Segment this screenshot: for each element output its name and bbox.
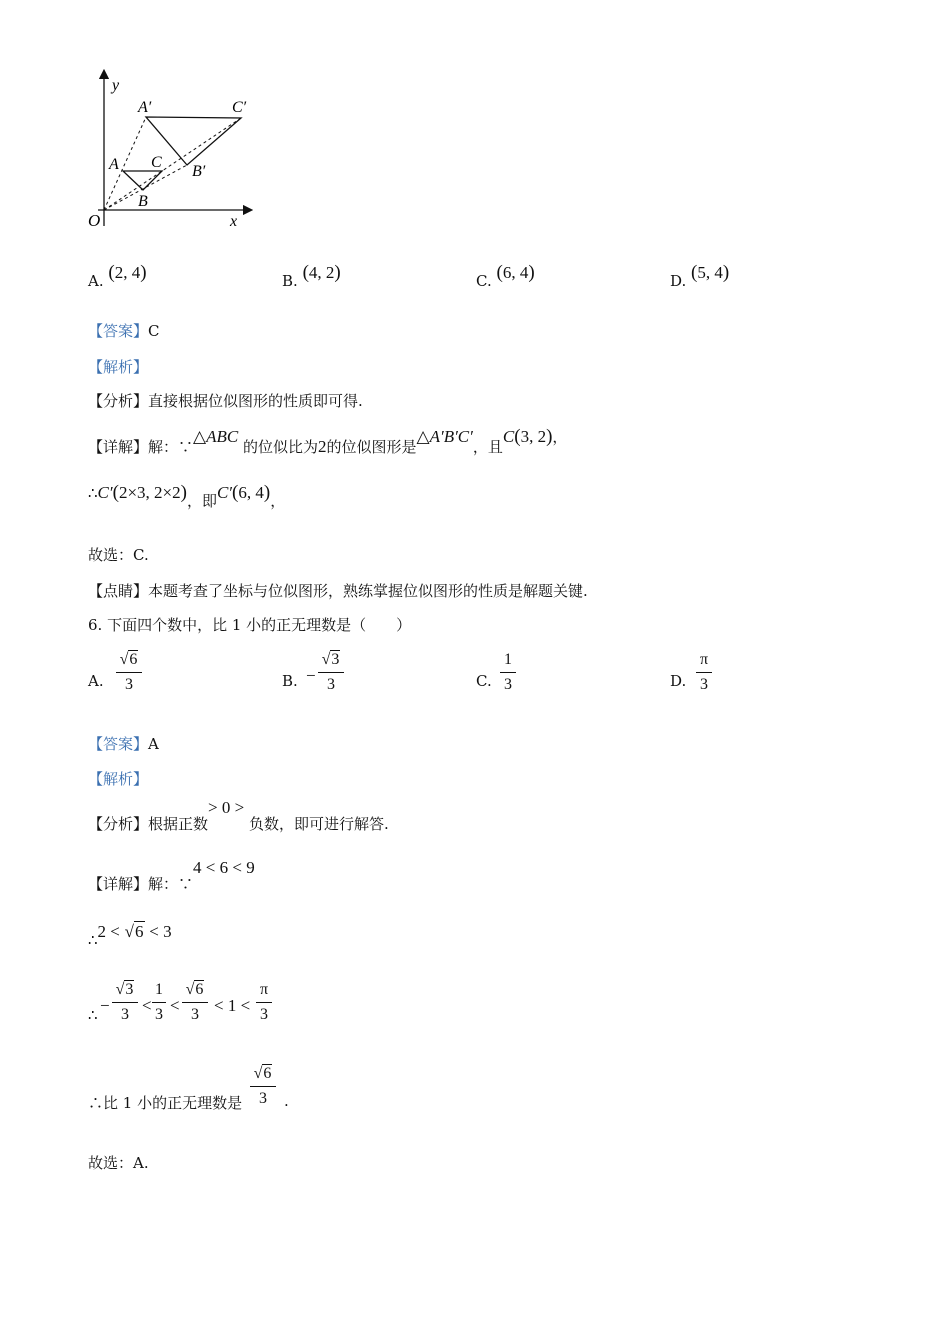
q5-comment: 【点睛】本题考查了坐标与位似图形，熟练掌握位似图形的性质是解题关键. — [88, 582, 588, 600]
answer-tag: 【答案】 — [88, 322, 149, 340]
q6-option-c[interactable]: C. 1 3 — [476, 650, 576, 700]
label-x: x — [230, 213, 238, 230]
q6-line3: ∴ − √3 3 < 1 3 < √6 3 < 1 < π 3 — [88, 980, 288, 1030]
q5-fenxi: 【分析】直接根据位似图形的性质即可得. — [88, 392, 363, 410]
q5-analysis-tag: 【解析】 — [88, 358, 149, 376]
label-B: B — [138, 193, 148, 210]
q6-option-b[interactable]: B. − √3 3 — [282, 650, 382, 700]
q6-line4: ∴比 1 小的正无理数是 √6 3 . — [88, 1065, 289, 1112]
q6-stem: 6. 下面四个数中，比 1 小的正无理数是（ ） — [88, 616, 412, 634]
q5-option-a[interactable]: A. (2, 4) — [88, 262, 147, 290]
q5-detail-line1: 【详解】解：∵△ABC 的位似比为2的位似图形是△A′B′C′，且C(3, 2)， — [88, 426, 568, 456]
q6-line2: ∴2 < √6 < 3 — [88, 922, 172, 949]
q6-fenxi: 【分析】根据正数> 0 > 负数，即可进行解答. — [88, 798, 389, 833]
label-O: O — [88, 211, 101, 230]
q5-detail-line2: ∴C′(2×3, 2×2)，即C′(6, 4)， — [88, 482, 286, 510]
triangle-ABC — [123, 171, 162, 190]
label-C: C — [151, 154, 162, 171]
q6-option-a[interactable]: A. √6 3 — [88, 650, 188, 700]
label-A: A — [109, 156, 119, 173]
q6-detail: 【详解】解：∵4 < 6 < 9 — [88, 858, 255, 893]
q6-analysis-tag: 【解析】 — [88, 770, 149, 788]
label-B-prime: B′ — [192, 163, 206, 180]
q6-choose: 故选：A. — [88, 1154, 149, 1172]
q6-answer: 【答案】A — [88, 735, 159, 753]
q5-answer — [88, 320, 160, 341]
label-A-prime: A′ — [138, 99, 152, 116]
answer-value: C — [148, 322, 160, 340]
q6-option-d[interactable]: D. π 3 — [670, 650, 770, 700]
q5-option-b[interactable]: B. (4, 2) — [282, 262, 341, 290]
label-C-prime: C′ — [232, 99, 247, 116]
q5-choose: 故选：C. — [88, 546, 149, 564]
q5-option-c[interactable]: C. (6, 4) — [476, 262, 535, 290]
label-y: y — [112, 77, 120, 94]
q5-option-d[interactable]: D. (5, 4) — [670, 262, 730, 290]
similar-triangles-figure — [80, 66, 260, 236]
